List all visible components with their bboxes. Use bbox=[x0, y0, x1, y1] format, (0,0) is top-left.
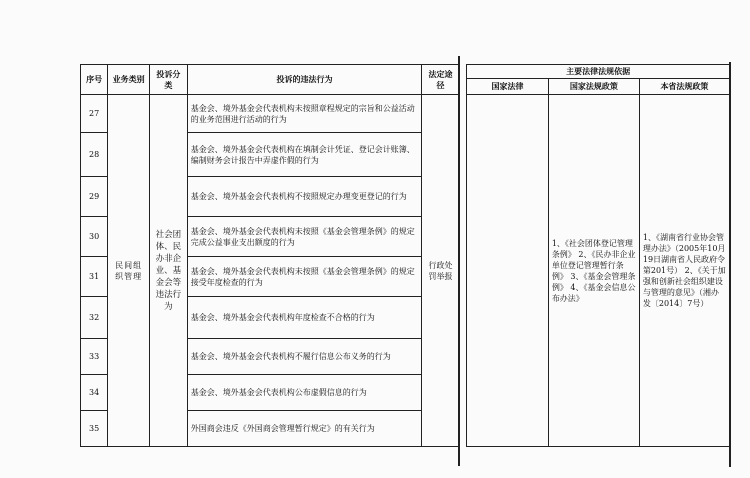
table-row bbox=[81, 95, 730, 133]
row-number: 35 bbox=[81, 411, 108, 447]
row-number: 30 bbox=[81, 217, 108, 257]
violation-cell: 基金会、境外基金会代表机构未按照《基金会管理条例》的规定完成公益事业支出额度的行为 bbox=[187, 217, 421, 257]
header-national-reg: 国家法规政策 bbox=[548, 79, 639, 95]
header-national-law: 国家法律 bbox=[467, 79, 549, 95]
complaint-category-text: 社会团体、民办非企业、基金会等违法行为 bbox=[155, 229, 182, 312]
violation-cell: 基金会、境外基金会代表机构未按照《基金会管理条例》的规定接受年度检查的行为 bbox=[187, 257, 421, 297]
biz-category-text: 民间组织管理 bbox=[115, 260, 143, 281]
header-seq: 序号 bbox=[81, 65, 108, 95]
row-number: 29 bbox=[81, 177, 108, 217]
violation-cell: 基金会、境外基金会代表机构不履行信息公布义务的行为 bbox=[187, 339, 421, 375]
header-violation: 投诉的违法行为 bbox=[187, 65, 421, 95]
header-provincial-reg: 本省法规政策 bbox=[639, 79, 729, 95]
header-laws-group: 主要法律法规依据 bbox=[467, 65, 730, 79]
violation-cell: 基金会、境外基金会代表机构公布虚假信息的行为 bbox=[187, 375, 421, 411]
row-number: 32 bbox=[81, 297, 108, 339]
row-number: 34 bbox=[81, 375, 108, 411]
violation-cell: 基金会、境外基金会代表机构不按照规定办理变更登记的行为 bbox=[187, 177, 421, 217]
channel-text: 行政处罚举报 bbox=[428, 260, 453, 281]
header-biz-category: 业务类别 bbox=[108, 65, 150, 95]
row-number: 31 bbox=[81, 257, 108, 297]
violation-cell: 基金会、境外基金会代表机构未按照章程规定的宗旨和公益活动的业务范围进行活动的行为 bbox=[187, 95, 421, 133]
regulation-table bbox=[80, 64, 730, 447]
national-law-cell bbox=[467, 95, 549, 447]
national-reg-cell: 1、《社会团体登记管理条例》 2、《民办非企业单位登记管理暂行条例》 3、《基金会管理条例》 4、《基金会信息公布办法》 bbox=[548, 95, 639, 447]
header-complaint-category: 投诉分类 bbox=[150, 65, 188, 95]
violation-cell: 基金会、境外基金会代表机构在填制会计凭证、登记会计账簿、编制财务会计报告中弄虚作假的行为 bbox=[187, 133, 421, 177]
biz-category-cell bbox=[108, 95, 150, 447]
header-channel: 法定途径 bbox=[422, 65, 460, 95]
header-row-1 bbox=[81, 65, 730, 79]
row-number: 27 bbox=[81, 95, 108, 133]
violation-cell: 外国商会违反《外国商会管理暂行规定》的有关行为 bbox=[187, 411, 421, 447]
provincial-reg-cell: 1、《湖南省行业协会管理办法》（2005年10月19日湖南省人民政府令第201号） 2、《关于加强和创新社会组织建设与管理的意见》（湘办发〔2014〕7号） bbox=[639, 95, 729, 447]
violation-cell: 基金会、境外基金会代表机构年度检查不合格的行为 bbox=[187, 297, 421, 339]
complaint-category-cell bbox=[150, 95, 188, 447]
channel-cell bbox=[422, 95, 460, 447]
row-number: 33 bbox=[81, 339, 108, 375]
gap-column bbox=[459, 65, 466, 447]
row-number: 28 bbox=[81, 133, 108, 177]
